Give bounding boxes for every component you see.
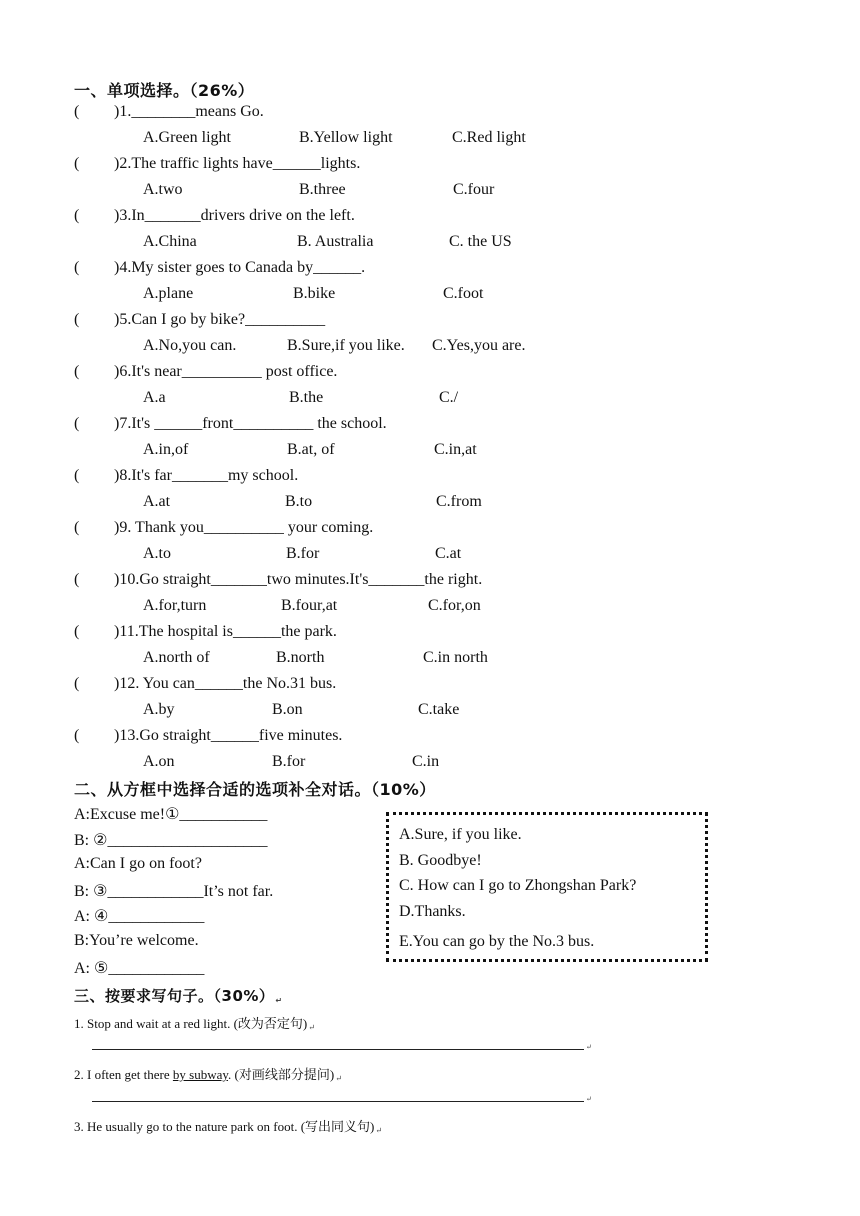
sentence-item-3: 3. He usually go to the nature park on foot. (写出同义句)↵ bbox=[74, 1119, 383, 1135]
question-1: ( )1.________means Go. bbox=[74, 103, 264, 120]
option-a: A.plane bbox=[143, 285, 194, 302]
option-a: A.to bbox=[143, 545, 171, 562]
option-a: A.north of bbox=[143, 649, 210, 666]
section1-heading: 一、单项选择。（26%） bbox=[74, 81, 255, 100]
option-b: B.to bbox=[285, 493, 313, 510]
question-text: )5.Can I go by bike?__________ bbox=[114, 311, 326, 328]
option-a: A.by bbox=[143, 701, 175, 718]
option-c: C.in bbox=[412, 753, 440, 770]
option-c: C.take bbox=[418, 701, 460, 718]
answer-line-1 bbox=[92, 1049, 584, 1050]
option-b: B.on bbox=[272, 701, 303, 718]
option-c: C.at bbox=[435, 545, 462, 562]
option-b: B.three bbox=[299, 181, 346, 198]
question-6: ( )6.It's near__________ post office. bbox=[74, 363, 338, 380]
option-b: B.Sure,if you like. bbox=[287, 337, 405, 354]
dialogue-line-6: B:You’re welcome. bbox=[74, 932, 199, 949]
question-9: ( )9. Thank you__________ your coming. bbox=[74, 519, 374, 536]
option-c: C.Yes,you are. bbox=[432, 337, 526, 354]
paragraph-mark-icon: ↵ bbox=[375, 1126, 383, 1135]
option-a: A.on bbox=[143, 753, 175, 770]
question-text: )13.Go straight______five minutes. bbox=[114, 727, 343, 744]
option-a: A.No,you can. bbox=[143, 337, 237, 354]
option-b: B.north bbox=[276, 649, 325, 666]
section2-heading: 二、从方框中选择合适的选项补全对话。（10%） bbox=[74, 780, 436, 799]
box-option-c: C. How can I go to Zhongshan Park? bbox=[399, 877, 637, 894]
option-a: A.China bbox=[143, 233, 197, 250]
question-text: )3.In_______drivers drive on the left. bbox=[114, 207, 355, 224]
dialogue-line-1: A:Excuse me!①___________ bbox=[74, 806, 268, 823]
question-5: ( )5.Can I go by bike?__________ bbox=[74, 311, 326, 328]
dialogue-line-5: A: ④____________ bbox=[74, 908, 205, 925]
question-12: ( )12. You can______the No.31 bus. bbox=[74, 675, 337, 692]
question-text: )11.The hospital is______the park. bbox=[114, 623, 337, 640]
question-7: ( )7.It's ______front__________ the school. bbox=[74, 415, 387, 432]
paragraph-mark-icon: ↵ bbox=[335, 1074, 342, 1083]
option-a: A.in,of bbox=[143, 441, 189, 458]
option-c: C.four bbox=[453, 181, 495, 198]
question-11: ( )11.The hospital is______the park. bbox=[74, 623, 337, 640]
option-b: B.for bbox=[272, 753, 306, 770]
question-text: )9. Thank you__________ your coming. bbox=[114, 519, 374, 536]
question-2: ( )2.The traffic lights have______lights. bbox=[74, 155, 361, 172]
question-3: ( )3.In_______drivers drive on the left. bbox=[74, 207, 355, 224]
dialogue-line-2: B: ②____________________ bbox=[74, 832, 268, 849]
box-option-a: A.Sure, if you like. bbox=[399, 826, 522, 843]
answer-line-2 bbox=[92, 1101, 584, 1102]
paragraph-mark-icon: ↵ bbox=[308, 1023, 315, 1032]
option-a: A.Green light bbox=[143, 129, 231, 146]
option-b: B.bike bbox=[293, 285, 336, 302]
question-8: ( )8.It's far_______my school. bbox=[74, 467, 299, 484]
option-b: B.at, of bbox=[287, 441, 335, 458]
option-b: B.Yellow light bbox=[299, 129, 393, 146]
option-c: C.Red light bbox=[452, 129, 526, 146]
sentence-item-1: 1. Stop and wait at a red light. (改为否定句)↵ bbox=[74, 1016, 315, 1032]
option-a: A.at bbox=[143, 493, 171, 510]
question-text: )10.Go straight_______two minutes.It's_______the right. bbox=[114, 571, 483, 588]
paragraph-mark-icon: ↵ bbox=[275, 996, 283, 1005]
question-text: )12. You can______the No.31 bus. bbox=[114, 675, 337, 692]
underlined-phrase: by subway bbox=[172, 1067, 229, 1082]
option-b: B. Australia bbox=[297, 233, 374, 250]
section3-heading: 三、按要求写句子。（30%）↵ bbox=[74, 987, 283, 1005]
question-text: )4.My sister goes to Canada by______. bbox=[114, 259, 366, 276]
question-text: )1.________means Go. bbox=[114, 103, 264, 120]
question-10: ( )10.Go straight_______two minutes.It's_______the right. bbox=[74, 571, 483, 588]
option-b: B.the bbox=[289, 389, 324, 406]
option-c: C.in north bbox=[423, 649, 488, 666]
option-c: C.for,on bbox=[428, 597, 481, 614]
box-option-e: E.You can go by the No.3 bus. bbox=[399, 933, 595, 950]
option-c: C.foot bbox=[443, 285, 484, 302]
option-a: A.two bbox=[143, 181, 183, 198]
option-c: C.from bbox=[436, 493, 482, 510]
dialogue-line-4: B: ③____________It’s not far. bbox=[74, 883, 274, 900]
question-text: )2.The traffic lights have______lights. bbox=[114, 155, 361, 172]
question-text: )8.It's far_______my school. bbox=[114, 467, 299, 484]
option-a: A.a bbox=[143, 389, 166, 406]
option-c: C./ bbox=[439, 389, 459, 406]
dialogue-line-3: A:Can I go on foot? bbox=[74, 855, 202, 872]
option-c: C. the US bbox=[449, 233, 512, 250]
question-13: ( )13.Go straight______five minutes. bbox=[74, 727, 343, 744]
paragraph-mark-icon: ↵ bbox=[586, 1095, 592, 1103]
dialogue-line-7: A: ⑤____________ bbox=[74, 960, 205, 977]
option-c: C.in,at bbox=[434, 441, 477, 458]
box-option-d: D.Thanks. bbox=[399, 903, 466, 920]
sentence-item-2: 2. I often get there by subway. (对画线部分提问)↵ bbox=[74, 1067, 342, 1083]
option-b: B.four,at bbox=[281, 597, 338, 614]
question-text: )7.It's ______front__________ the school. bbox=[114, 415, 387, 432]
box-option-b: B. Goodbye! bbox=[399, 852, 482, 869]
option-b: B.for bbox=[286, 545, 320, 562]
question-text: )6.It's near__________ post office. bbox=[114, 363, 338, 380]
option-a: A.for,turn bbox=[143, 597, 207, 614]
question-4: ( )4.My sister goes to Canada by______. bbox=[74, 259, 366, 276]
paragraph-mark-icon: ↵ bbox=[586, 1043, 592, 1051]
